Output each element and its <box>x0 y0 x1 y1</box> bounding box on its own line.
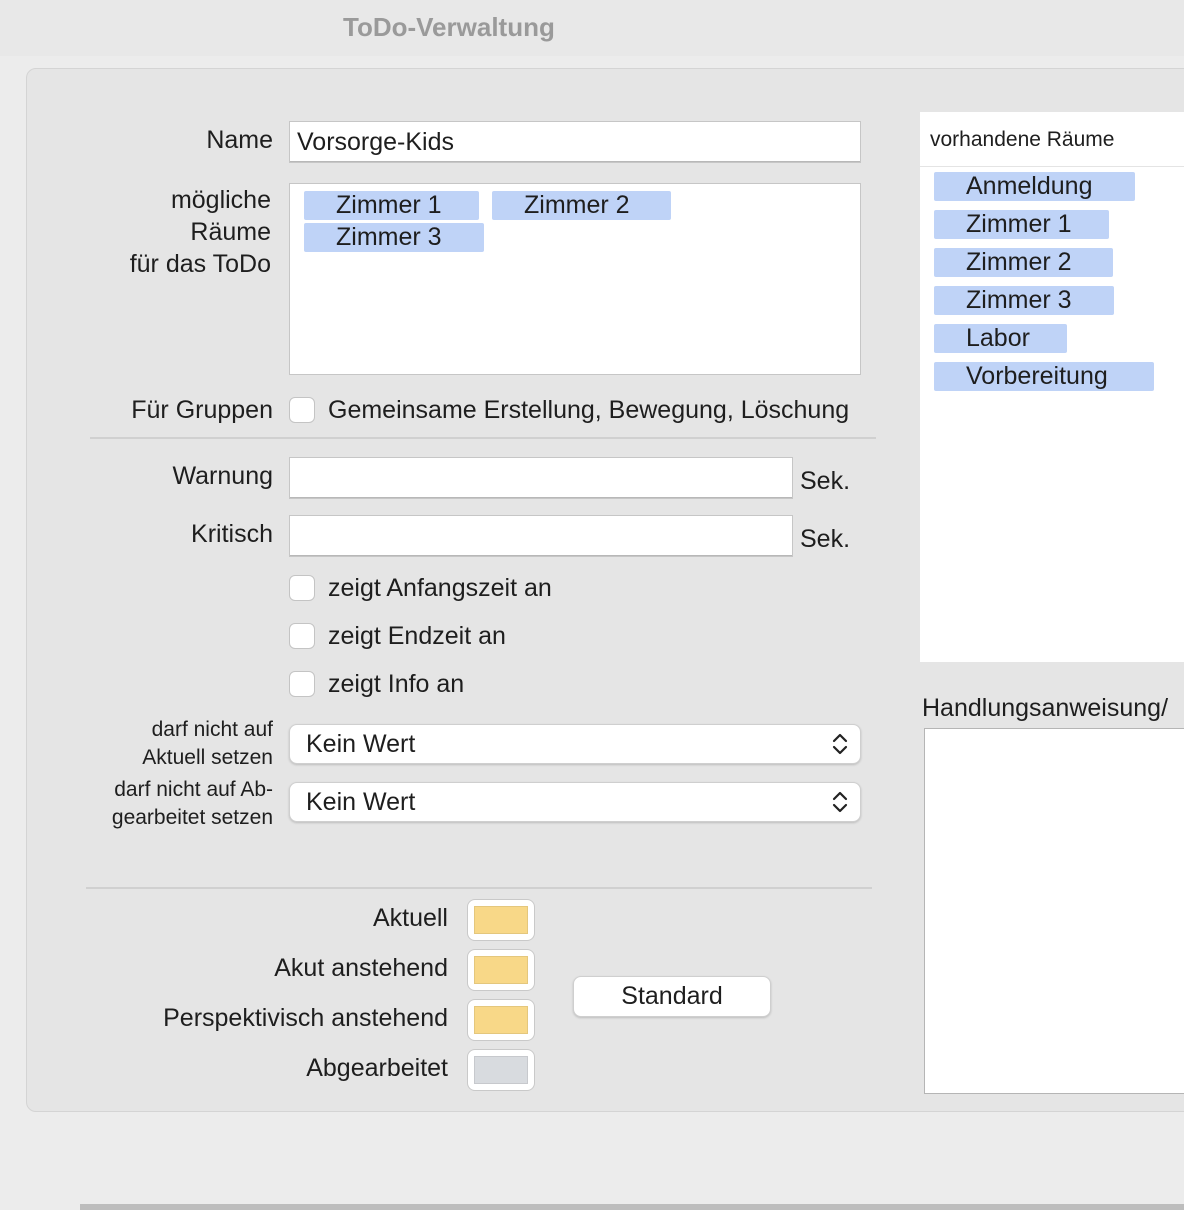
standard-button[interactable]: Standard <box>573 976 771 1017</box>
not-current-label-line1: darf nicht auf <box>151 718 273 741</box>
current-color-well[interactable] <box>467 899 535 941</box>
not-done-label <box>70 776 273 832</box>
available-rooms-header: vorhandene Räume <box>930 128 1115 151</box>
show-info-checkbox[interactable] <box>289 671 315 697</box>
warning-unit: Sek. <box>800 467 851 495</box>
critical-label: Kritisch <box>191 520 273 548</box>
not-done-label-line1: darf nicht auf Ab- <box>114 778 273 801</box>
done-color-well[interactable] <box>467 1049 535 1091</box>
groups-checkbox-label: Gemeinsame Erstellung, Bewegung, Löschung <box>328 396 850 424</box>
chevron-up-down-icon <box>832 789 848 815</box>
show-start-checkbox[interactable] <box>289 575 315 601</box>
room-token[interactable]: Zimmer 3 <box>304 223 484 252</box>
critical-unit: Sek. <box>800 525 851 553</box>
not-current-label-line2: Aktuell setzen <box>142 746 273 769</box>
show-end-label: zeigt Endzeit an <box>328 622 506 650</box>
room-token[interactable]: Zimmer 2 <box>492 191 671 220</box>
room-list-item[interactable]: Labor <box>934 324 1067 353</box>
not-current-label <box>70 716 273 772</box>
acute-color-well[interactable] <box>467 949 535 991</box>
current-color-label: Aktuell <box>372 904 448 932</box>
chevron-up-down-icon <box>832 731 848 757</box>
acute-color-swatch <box>474 956 528 984</box>
window-titlebar <box>0 0 1184 56</box>
available-rooms-table[interactable] <box>920 112 1184 662</box>
critical-field[interactable] <box>289 515 793 557</box>
perspective-color-swatch <box>474 1006 528 1034</box>
not-current-popup-value: Kein Wert <box>306 730 416 758</box>
perspective-color-well[interactable] <box>467 999 535 1041</box>
warning-field[interactable] <box>289 457 793 499</box>
room-list-item[interactable]: Zimmer 2 <box>934 248 1113 277</box>
instructions-label: Handlungsanweisung/ <box>922 694 1169 722</box>
rooms-label-line1: mögliche <box>170 186 271 214</box>
groups-label: Für Gruppen <box>131 396 273 424</box>
window-title: ToDo-Verwaltung <box>343 12 555 42</box>
done-color-label: Abgearbeitet <box>306 1054 448 1082</box>
room-token[interactable]: Zimmer 1 <box>304 191 479 220</box>
name-label: Name <box>206 126 273 154</box>
instructions-textarea[interactable] <box>924 728 1184 1094</box>
not-done-popup[interactable] <box>289 782 861 822</box>
not-current-popup[interactable] <box>289 724 861 764</box>
room-list-item[interactable]: Zimmer 3 <box>934 286 1114 315</box>
room-list-item[interactable]: Vorbereitung <box>934 362 1154 391</box>
section-divider <box>90 437 876 439</box>
current-color-swatch <box>474 906 528 934</box>
rooms-token-field[interactable] <box>289 183 861 375</box>
done-color-swatch <box>474 1056 528 1084</box>
room-list-item[interactable]: Zimmer 1 <box>934 210 1109 239</box>
show-end-checkbox[interactable] <box>289 623 315 649</box>
section-divider <box>86 887 872 889</box>
not-done-popup-value: Kein Wert <box>306 788 416 816</box>
show-start-label: zeigt Anfangszeit an <box>328 574 552 602</box>
show-info-label: zeigt Info an <box>328 670 465 698</box>
not-done-label-line2: gearbeitet setzen <box>111 806 273 829</box>
window-bottom-edge <box>80 1204 1184 1210</box>
rooms-label-line3: für das ToDo <box>129 250 271 278</box>
groups-checkbox[interactable] <box>289 397 315 423</box>
perspective-color-label: Perspektivisch anstehend <box>163 1004 448 1032</box>
name-field[interactable]: Vorsorge-Kids <box>289 121 861 163</box>
room-list-item[interactable]: Anmeldung <box>934 172 1135 201</box>
table-header-divider <box>920 166 1184 167</box>
warning-label: Warnung <box>172 462 273 490</box>
rooms-label <box>90 184 271 280</box>
acute-color-label: Akut anstehend <box>274 954 448 982</box>
rooms-label-line2: Räume <box>190 218 271 246</box>
